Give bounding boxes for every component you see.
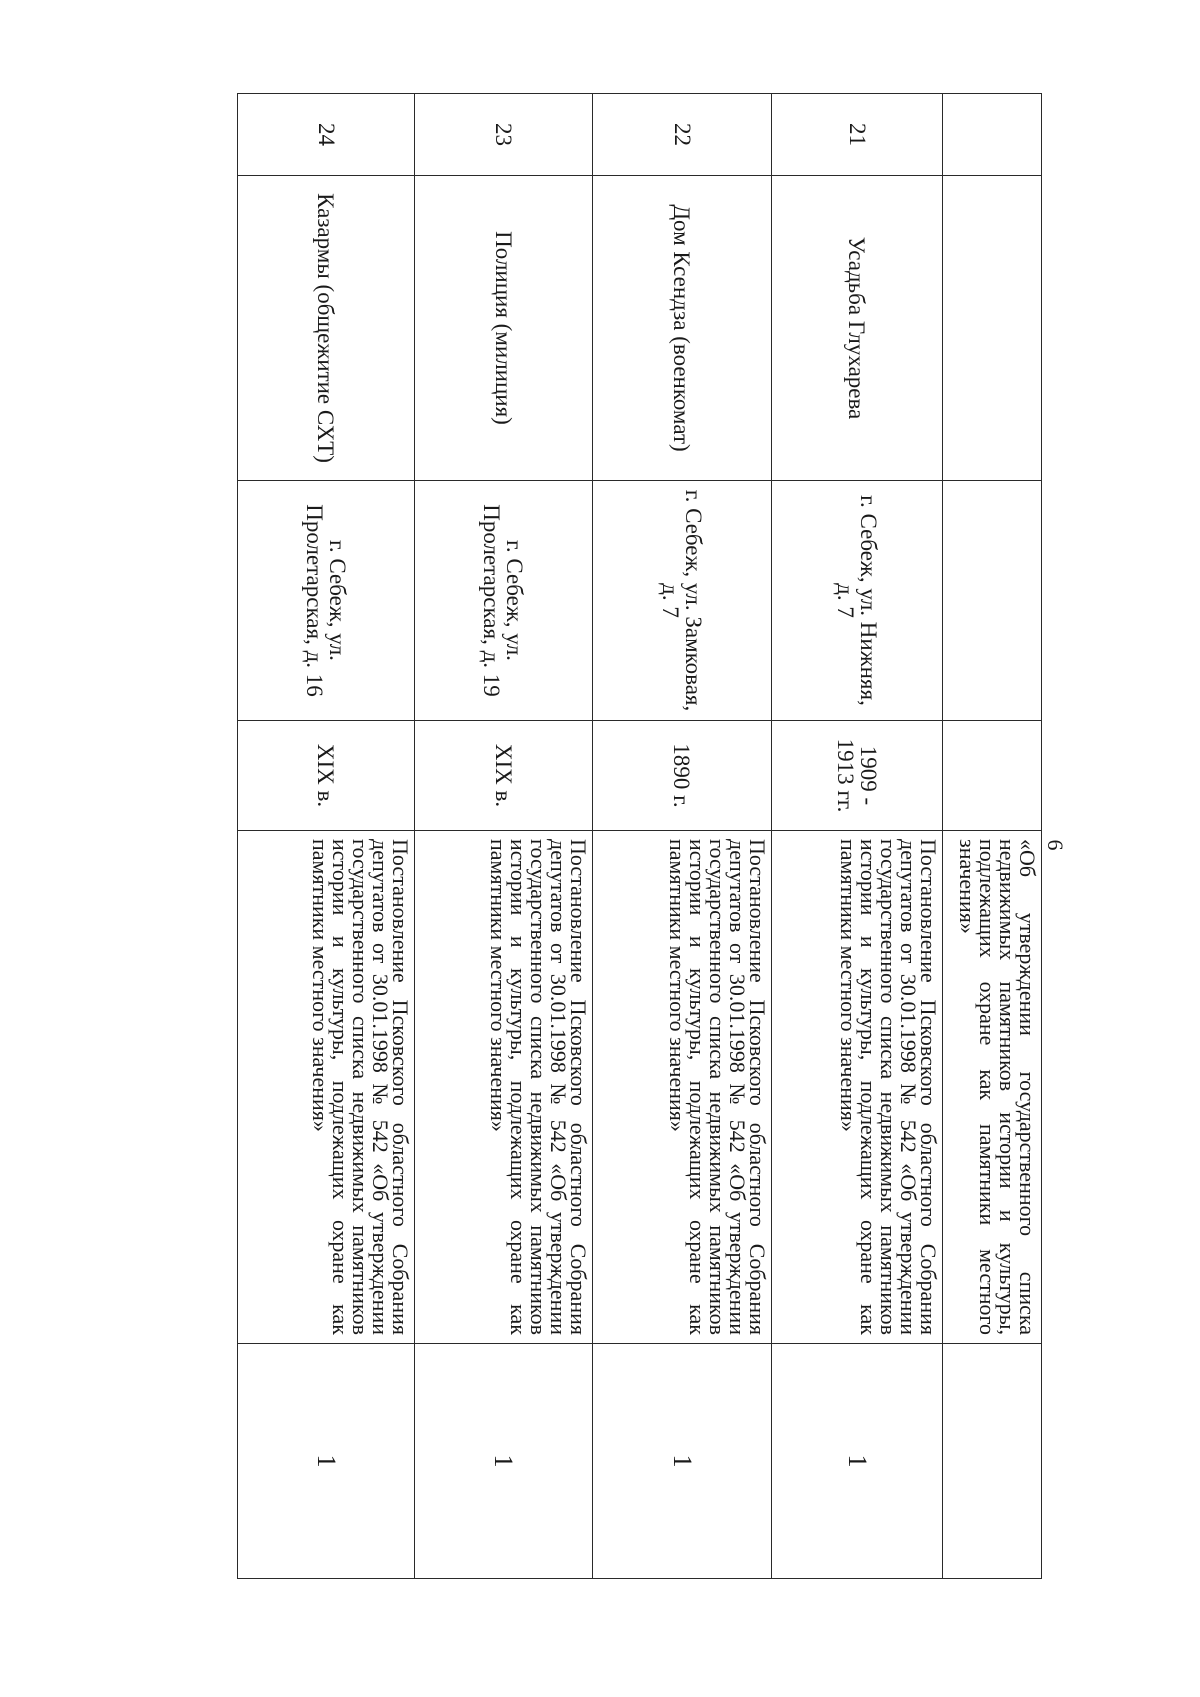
table-row [772, 94, 943, 1579]
table-row [593, 94, 772, 1579]
monuments-table [237, 93, 1042, 1579]
legal-basis-cell: Постановление Псковского областного Собрания депутатов от 30.01.1998 № 542 «Об утверждении государственного списка недвижимых памятников истории и культуры, подлежащих охране как памятники местного значения» [238, 831, 415, 1344]
date-cell: XIX в. [238, 721, 415, 831]
table-row [415, 94, 593, 1579]
row-number-cell [943, 94, 1042, 176]
date-cell: 1909 - 1913 гг. [772, 721, 943, 831]
row-number-cell: 23 [415, 94, 593, 176]
date-cell [943, 721, 1042, 831]
category-cell: 1 [415, 1344, 593, 1579]
category-cell: 1 [772, 1344, 943, 1579]
monument-name-cell: Усадьба Глухарева [772, 176, 943, 481]
monument-name-cell: Дом Ксендза (военкомат) [593, 176, 772, 481]
date-cell: 1890 г. [593, 721, 772, 831]
page-number: 6 [1043, 839, 1068, 851]
row-number-cell: 24 [238, 94, 415, 176]
row-number-cell: 21 [772, 94, 943, 176]
legal-basis-cell: «Об утверждении государственного списка недвижимых памятников истории и культуры, подлежащих охране как памятники местного значения» [943, 831, 1042, 1344]
table-row [943, 94, 1042, 1579]
monument-name-cell: Полиция (милиция) [415, 176, 593, 481]
row-number-cell: 22 [593, 94, 772, 176]
address-cell: г. Себеж, ул. Замковая, д. 7 [593, 481, 772, 721]
legal-basis-cell: Постановление Псковского областного Собрания депутатов от 30.01.1998 № 542 «Об утверждении государственного списка недвижимых памятников истории и культуры, подлежащих охране как памятники местного значения» [593, 831, 772, 1344]
address-cell [943, 481, 1042, 721]
address-cell: г. Себеж, ул. Пролетарская, д. 16 [238, 481, 415, 721]
legal-basis-cell: Постановление Псковского областного Собрания депутатов от 30.01.1998 № 542 «Об утверждении государственного списка недвижимых памятников истории и культуры, подлежащих охране как памятники местного значения» [415, 831, 593, 1344]
category-cell: 1 [238, 1344, 415, 1579]
legal-basis-cell: Постановление Псковского областного Собрания депутатов от 30.01.1998 № 542 «Об утверждении государственного списка недвижимых памятников истории и культуры, подлежащих охране как памятники местного значения» [772, 831, 943, 1344]
category-cell: 1 [593, 1344, 772, 1579]
address-cell: г. Себеж, ул. Нижняя, д. 7 [772, 481, 943, 721]
monument-name-cell: Казармы (общежитие СХТ) [238, 176, 415, 481]
table-row [238, 94, 415, 1579]
address-cell: г. Себеж, ул. Пролетарская, д. 19 [415, 481, 593, 721]
monument-name-cell [943, 176, 1042, 481]
date-cell: XIX в. [415, 721, 593, 831]
category-cell [943, 1344, 1042, 1579]
monuments-table-body [238, 94, 1042, 1579]
